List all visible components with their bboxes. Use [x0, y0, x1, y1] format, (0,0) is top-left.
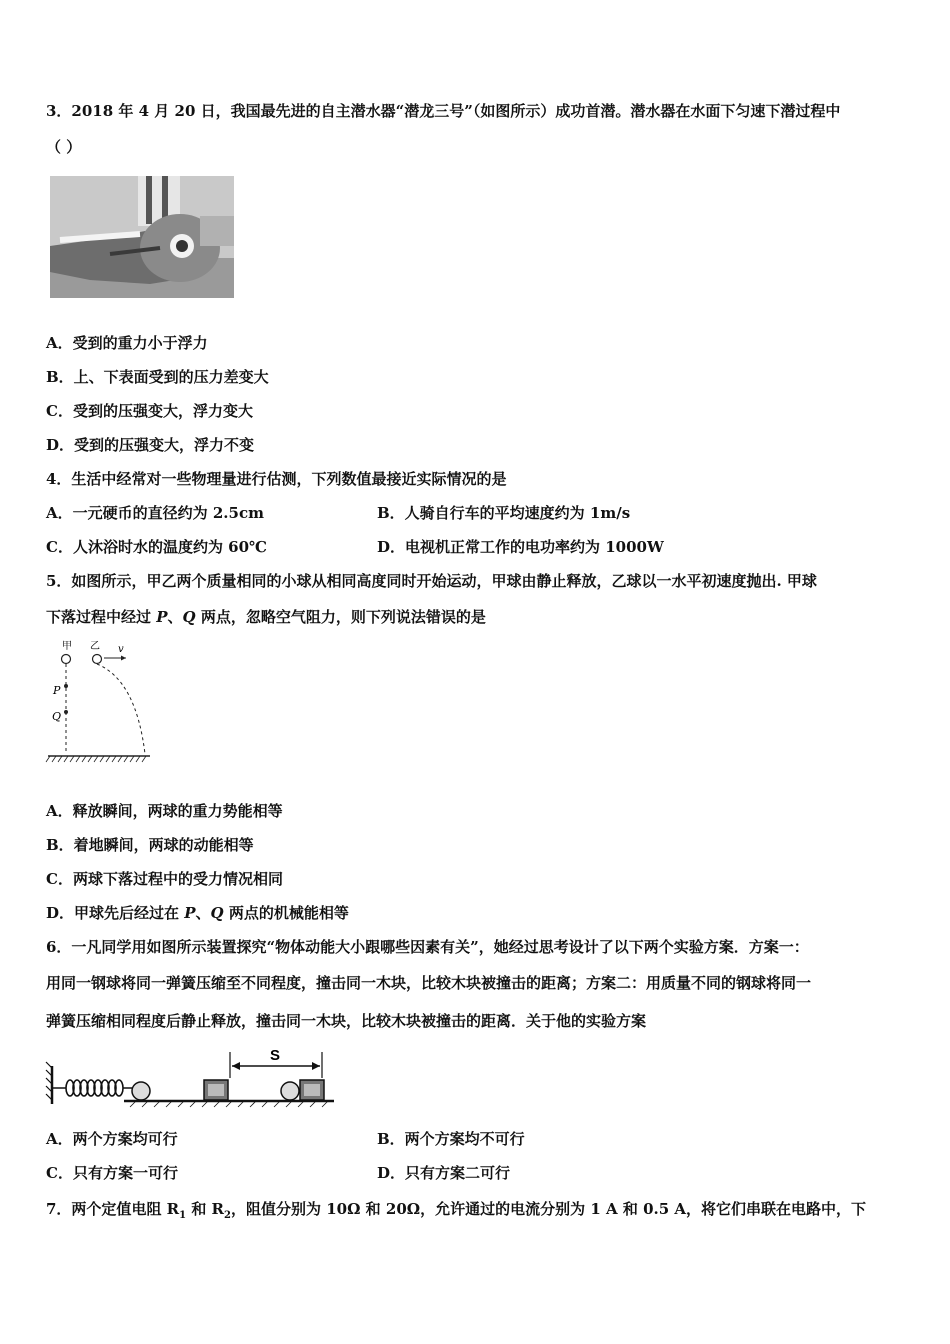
label-yi: 乙 — [90, 641, 100, 652]
q5-option-a: A．释放瞬间，两球的重力势能相等 — [46, 802, 283, 820]
q3-option-c: C．受到的压强变大，浮力变大 — [46, 402, 253, 420]
label-p: P — [53, 684, 61, 697]
label-q: Q — [52, 710, 62, 723]
spring-block-figure — [44, 1044, 338, 1114]
q6-option-a: A．两个方案均可行 — [46, 1130, 178, 1148]
q3-option-b: B．上、下表面受到的压力差变大 — [46, 368, 269, 386]
q5-option-d: D．甲球先后经过在 P、Q 两点的机械能相等 — [46, 904, 349, 922]
label-s: S — [270, 1047, 281, 1064]
q6-option-c: C．只有方案一可行 — [46, 1164, 178, 1182]
q4-option-b: B．人骑自行车的平均速度约为 1m/s — [377, 504, 631, 522]
q5-option-b: B．着地瞬间，两球的动能相等 — [46, 836, 254, 854]
q5-option-c: C．两球下落过程中的受力情况相同 — [46, 870, 283, 888]
q5-stem-line1: 5．如图所示，甲乙两个质量相同的小球从相同高度同时开始运动，甲球由静止释放，乙球以一水平初速度抛出. 甲球 — [46, 572, 817, 590]
label-jia: 甲 — [62, 641, 72, 652]
q3-stem-line1: 3．2018 年 4 月 20 日，我国最先进的自主潜水器“潜龙三号”（如图所示）成功首潜。潜水器在水面下匀速下潜过程中 — [46, 102, 841, 120]
q3-option-a: A．受到的重力小于浮力 — [46, 334, 208, 352]
q6-option-b: B．两个方案均不可行 — [377, 1130, 525, 1148]
q3-option-d: D．受到的压强变大，浮力不变 — [46, 436, 255, 454]
submersible-photo — [50, 176, 234, 298]
q6-stem-line3: 弹簧压缩相同程度后静止释放，撞击同一木块，比较木块被撞击的距离．关于他的实验方案 — [46, 1012, 647, 1030]
q4-option-a: A．一元硬币的直径约为 2.5cm — [46, 504, 264, 522]
q6-option-d: D．只有方案二可行 — [377, 1164, 511, 1182]
falling-balls-figure — [44, 640, 156, 766]
label-v: v — [118, 644, 124, 655]
q7-stem: 7．两个定值电阻 $R_1$ 和 $R_2$，阻值分别为 10Ω 和 20Ω，允许通过的电流分别为 1 A 和 0.5 A，将它们串联在电路中，下 — [46, 1200, 867, 1221]
q4-option-d: D．电视机正常工作的电功率约为 1000W — [377, 538, 664, 556]
q3-stem-line2: （ ） — [46, 138, 82, 156]
q6-stem-line2: 用同一钢球将同一弹簧压缩至不同程度，撞击同一木块，比较木块被撞击的距离；方案二：用质量不同的钢球将同一 — [46, 974, 812, 992]
q6-stem-line1: 6．一凡同学用如图所示装置探究“物体动能大小跟哪些因素有关”，她经过思考设计了以下两个实验方案．方案一： — [46, 938, 809, 956]
q4-option-c: C．人沐浴时水的温度约为 60℃ — [46, 538, 268, 556]
q5-stem-line2: 下落过程中经过 P、Q 两点，忽略空气阻力，则下列说法错误的是 — [46, 608, 486, 626]
q4-stem: 4．生活中经常对一些物理量进行估测，下列数值最接近实际情况的是 — [46, 470, 507, 488]
